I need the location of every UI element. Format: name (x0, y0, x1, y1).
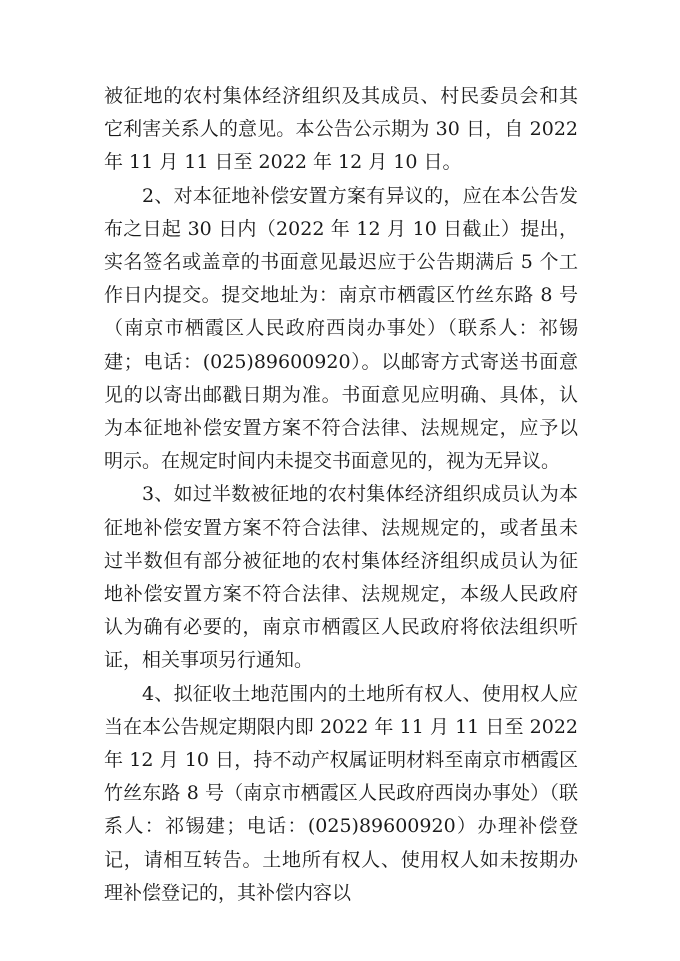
document-body (104, 80, 578, 910)
paragraph-item-2: 2、对本征地补偿安置方案有异议的，应在本公告发布之日起 30 日内（2022 年 12 月 10 日截止）提出，实名签名或盖章的书面意见最迟应于公告期满后 5 个工作日内提交。提交地址为：南京市栖霞区竹丝东路 8 号（南京市栖霞区人民政府西岗办事处）（联系人：祁锡建；电话：(025)89600920）。以邮寄方式寄送书面意见的以寄出邮戳日期为准。书面意见应明确、具体，认为本征地补偿安置方案不符合法律、法规规定，应予以明示。在规定时间内未提交书面意见的，视为无异议。 (104, 184, 578, 473)
paragraph-item-3: 3、如过半数被征地的农村集体经济组织成员认为本征地补偿安置方案不符合法律、法规规定的，或者虽未过半数但有部分被征地的农村集体经济组织成员认为征地补偿安置方案不符合法律、法规规定，本级人民政府认为确有必要的，南京市栖霞区人民政府将依法组织听证，相关事项另行通知。 (104, 483, 578, 672)
paragraph-item-4: 4、拟征收土地范围内的土地所有权人、使用权人应当在本公告规定期限内即 2022 年 11 月 11 日至 2022 年 12 月 10 日，持不动产权属证明材料至南京市栖霞区竹丝东路 8 号（南京市栖霞区人民政府西岗办事处）（联系人：祁锡建；电话：(025)89600920）办理补偿登记，请相互转告。土地所有权人、使用权人如未按期办理补偿登记的，其补偿内容以 (104, 682, 578, 904)
paragraph-continuation: 被征地的农村集体经济组织及其成员、村民委员会和其它利害关系人的意见。本公告公示期为 30 日，自 2022 年 11 月 11 日至 2022 年 12 月 10 日。 (104, 85, 578, 174)
